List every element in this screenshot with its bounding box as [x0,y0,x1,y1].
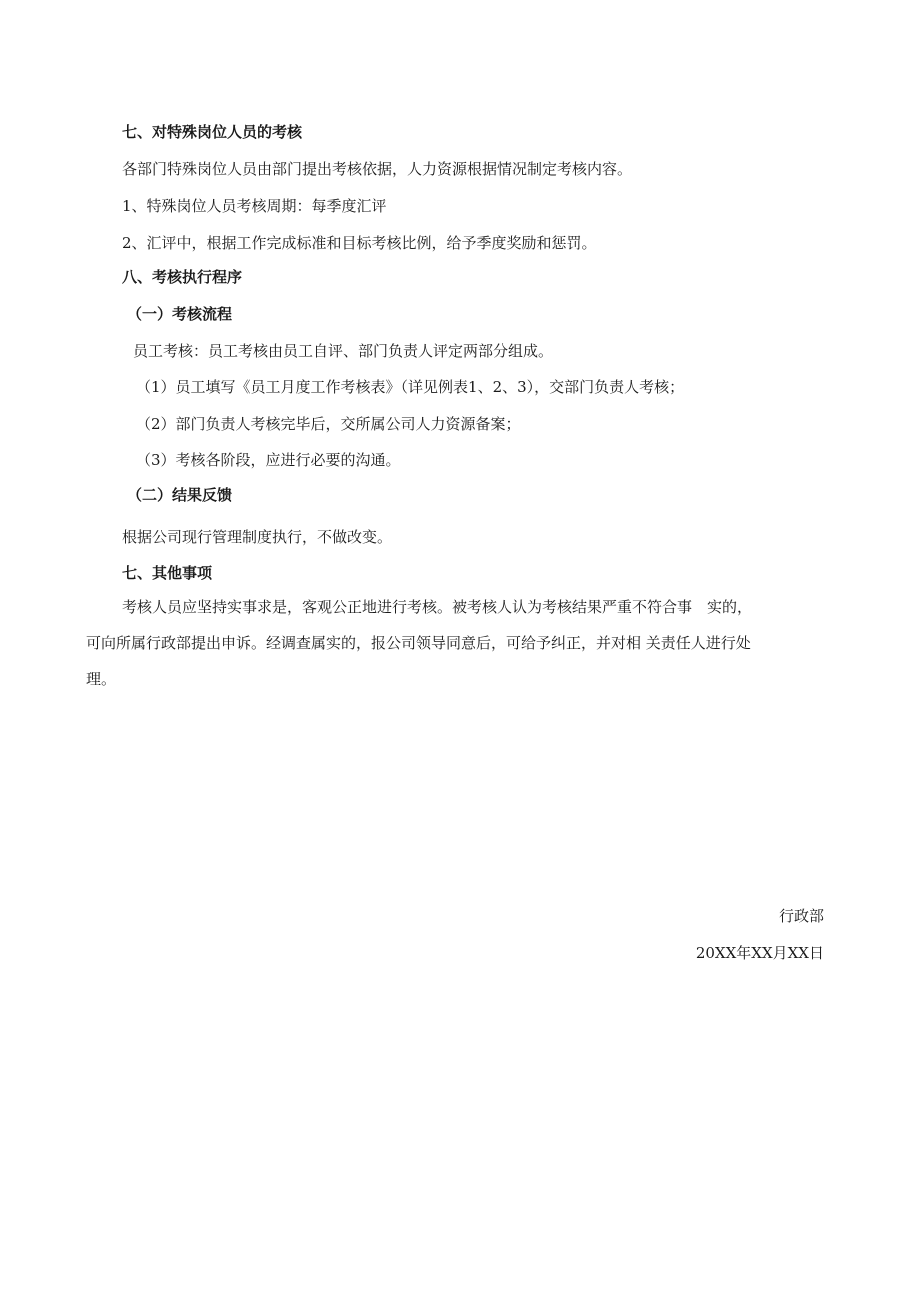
assessment-step-1: （1）员工填写《员工月度工作考核表》（详见例表1、2、3），交部门负责人考核； [136,378,685,396]
signature-department: 行政部 [778,907,824,925]
section-heading-procedure: 八、考核执行程序 [122,268,243,286]
section-heading-special-positions: 七、对特殊岗位人员的考核 [122,123,303,141]
section-heading-other-matters: 七、其他事项 [122,564,213,582]
special-positions-item-1: 1、特殊岗位人员考核周期：每季度汇评 [122,197,387,215]
assessment-step-3: （3）考核各阶段，应进行必要的沟通。 [136,451,401,469]
other-matters-line-1: 考核人员应坚持实事求是，客观公正地进行考核。被考核人认为考核结果严重不符合事 实的， [122,598,753,616]
signature-date: 20XX年XX月XX日 [695,944,824,962]
other-matters-line-2: 可向所属行政部提出申诉。经调查属实的，报公司领导同意后，可给予纠正，并对相 关责任人进行处 [86,634,751,652]
assessment-flow-intro: 员工考核：员工考核由员工自评、部门负责人评定两部分组成。 [133,342,554,360]
subheading-result-feedback: （二）结果反馈 [127,486,233,504]
special-positions-item-2: 2、汇评中，根据工作完成标准和目标考核比例，给予季度奖励和惩罚。 [122,234,597,252]
subheading-assessment-flow: （一）考核流程 [127,305,233,323]
other-matters-line-3: 理。 [86,670,117,688]
special-positions-intro: 各部门特殊岗位人员由部门提出考核依据，人力资源根据情况制定考核内容。 [122,160,633,178]
assessment-step-2: （2）部门负责人考核完毕后，交所属公司人力资源备案； [136,415,521,433]
result-feedback-text: 根据公司现行管理制度执行，不做改变。 [122,528,393,546]
